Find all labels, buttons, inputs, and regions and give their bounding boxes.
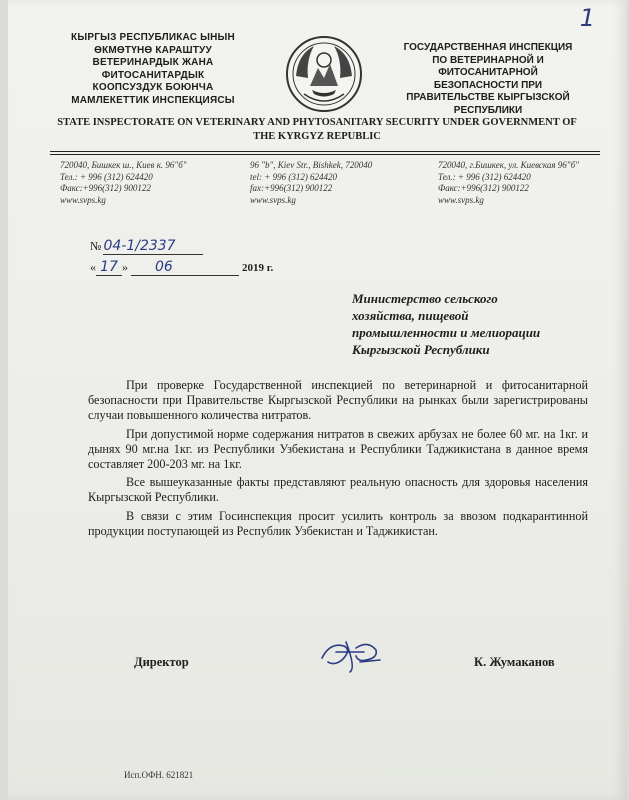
- contacts-english: [250, 160, 420, 206]
- contact-website: www.svps.kg: [250, 194, 296, 205]
- contacts-russian: [438, 160, 618, 206]
- date-quote-close: »: [122, 260, 128, 274]
- contact-phone: tel: + 996 (312) 624420: [250, 171, 338, 182]
- handwritten-month: 06: [155, 259, 173, 275]
- body-paragraph: В связи с этим Госинспекция просит усилить контроль за ввозом подкарантинной продукции поступающей из Республик Узбекистан и Таджикистан.: [88, 508, 588, 538]
- executor-note: Исп.ОФН. 621821: [124, 770, 194, 780]
- body-paragraph: Все вышеуказанные факты представляют реальную опасность для здоровья населения Кыргызской Республики.: [88, 475, 588, 505]
- header-english: [32, 116, 602, 144]
- body-paragraph: При допустимой норме содержания нитратов в свежих арбузах не более 60 мг. на 1кг. и дынях 90 мг.на 1кг. из Республики Узбекистана и Республики Таджикистана в данное время составляет 200-203 мг. на 1кг.: [88, 426, 588, 472]
- contact-phone: Тел.: + 996 (312) 624420: [438, 171, 531, 182]
- header-russian: [388, 42, 588, 117]
- contact-fax: fax:+996(312) 900122: [250, 183, 333, 193]
- state-emblem-icon: [284, 34, 364, 114]
- header-russian-line: ПРАВИТЕЛЬСТВЕ КЫРГЫЗСКОЙ: [406, 92, 570, 103]
- header-kyrgyz-line: ФИТОСАНИТАРДЫК: [101, 69, 205, 81]
- date-year: 2019 г.: [242, 262, 274, 274]
- signatory-name: К. Жумаканов: [474, 655, 555, 669]
- header-kyrgyz-line: ВЕТЕРИНАРДЫК ЖАНА: [92, 57, 214, 68]
- handwritten-day: 17: [100, 259, 118, 275]
- contact-address: 96 "b", Kiev Str., Bishkek, 720040: [250, 160, 373, 170]
- contact-address: 720040, Бишкек ш., Киев к. 96"б": [60, 160, 187, 170]
- contact-website: www.svps.kg: [60, 194, 106, 205]
- recipient-line: хозяйства, пищевой: [352, 308, 469, 323]
- header-kyrgyz-line: МАМЛЕКЕТТИК ИНСПЕКЦИЯСЫ: [71, 94, 235, 106]
- header-russian-line: РЕСПУБЛИКИ: [453, 104, 523, 116]
- header-russian-line: БЕЗОПАСНОСТИ ПРИ: [433, 79, 543, 91]
- recipient-block: [352, 290, 602, 358]
- contact-phone: Тел.: + 996 (312) 624420: [60, 171, 153, 182]
- header-kyrgyz-line: КЫРГЫЗ РЕСПУБЛИКАС ЫНЫН: [71, 32, 235, 43]
- header-kyrgyz: [50, 32, 256, 107]
- body-paragraph: При проверке Государственной инспекцией по ветеринарной и фитосанитарной безопасности при Правительстве Кыргызской Республики на рынках были зарегистрированы случаи повышенного количества нитратов.: [88, 378, 588, 423]
- contact-address: 720040, г.Бишкек, ул. Киевская 96"б": [438, 160, 579, 170]
- header-russian-line: ПО ВЕТЕРИНАРНОЙ И: [432, 54, 544, 66]
- recipient-line: Кыргызской Республики: [352, 342, 490, 357]
- contact-website: www.svps.kg: [438, 194, 484, 205]
- letter-page: [8, 0, 627, 800]
- header-divider: [50, 151, 600, 152]
- header-kyrgyz-line: КООПСУЗДУК БОЮНЧА: [92, 82, 214, 93]
- header-kyrgyz-line: ӨКМӨТҮНӨ КАРАШТУУ: [94, 44, 212, 56]
- header-divider-thin: [50, 154, 600, 155]
- header-english-line: THE KYRGYZ REPUBLIC: [253, 131, 381, 142]
- contacts-kyrgyz: [60, 160, 220, 206]
- reference-date: [90, 259, 273, 276]
- header-russian-line: ФИТОСАНИТАРНОЙ: [438, 67, 538, 78]
- reference-number: [90, 238, 203, 255]
- letter-body: [88, 378, 588, 542]
- handwritten-number: 04-1/2337: [103, 238, 176, 254]
- date-quote-open: «: [90, 260, 96, 274]
- contact-fax: Факс:+996(312) 900122: [438, 183, 529, 193]
- recipient-line: промышленности и мелиорации: [352, 325, 541, 340]
- header-russian-line: ГОСУДАРСТВЕННАЯ ИНСПЕКЦИЯ: [403, 42, 573, 53]
- contact-fax: Факс:+996(312) 900122: [60, 183, 151, 193]
- recipient-line: Министерство сельского: [352, 291, 498, 306]
- header-english-line: STATE INSPECTORATE ON VETERINARY AND PHYTOSANITARY SECURITY UNDER GOVERNMENT OF: [57, 117, 577, 128]
- handwritten-signature-icon: [316, 632, 386, 674]
- page-number: 1: [579, 4, 595, 32]
- number-sign: №: [90, 239, 102, 253]
- signatory-title: Директор: [134, 655, 189, 669]
